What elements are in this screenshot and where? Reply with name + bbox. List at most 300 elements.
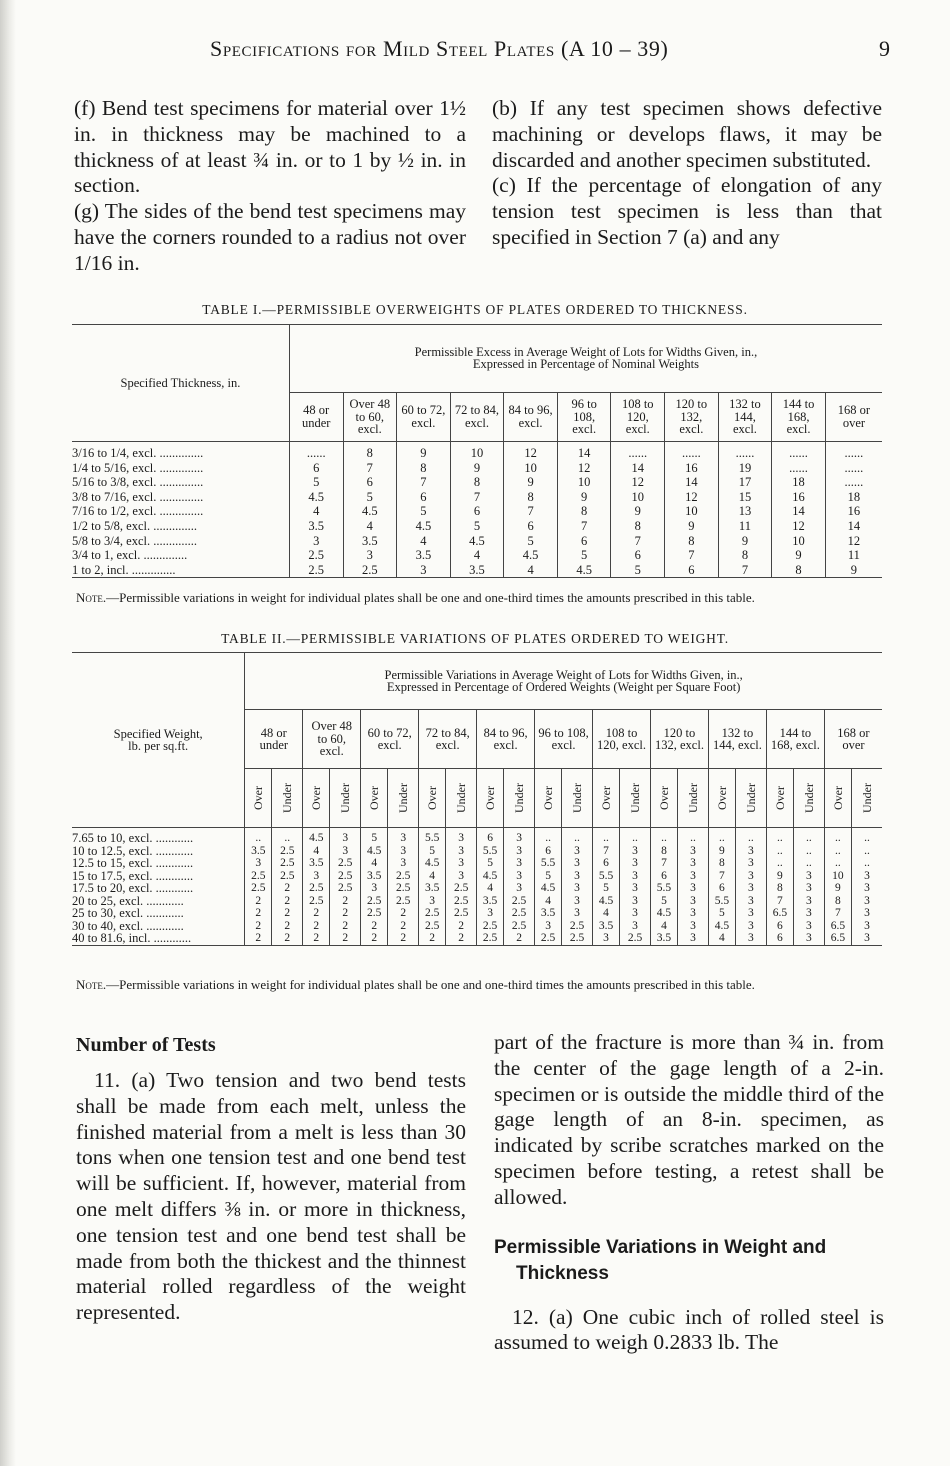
table2-cell: 3 (851, 870, 882, 883)
table2-cell: 3 (793, 932, 824, 945)
table2-cell: 3 (446, 857, 477, 870)
table1-cell: 9 (450, 461, 504, 476)
table1-cell: 12 (825, 534, 882, 549)
table1-cell: 4.5 (504, 548, 558, 563)
table2-cell: 6 (477, 828, 504, 845)
table2-cell: 9 (708, 845, 735, 858)
table2-cell: .. (793, 857, 824, 870)
table2-cell: 4 (651, 920, 678, 933)
table2-cell: 4.5 (361, 845, 388, 858)
table1-cell: 12 (504, 442, 558, 461)
table1-cell: 14 (557, 442, 611, 461)
table1-cell: 14 (825, 519, 882, 534)
table2-cell: 2.5 (504, 895, 535, 908)
table1-column-header: 168 or over (825, 392, 882, 441)
table1-cell: 2.5 (289, 563, 343, 578)
table2-cell: 3 (851, 920, 882, 933)
table2-cell: 2 (446, 932, 477, 945)
table1-row-label: 3/16 to 1/4, excl. .............. (72, 446, 204, 461)
table2-sub-header-over (593, 769, 620, 828)
table2-cell: .. (766, 845, 793, 858)
page-binding-edge (0, 0, 16, 1466)
table2-cell: 5.5 (708, 895, 735, 908)
table1-cell: 5 (557, 548, 611, 563)
table1-cell: 5 (450, 519, 504, 534)
table2-cell: 2.5 (477, 920, 504, 933)
table2-cell: 4.5 (303, 828, 330, 845)
table2-cell: .. (272, 828, 303, 845)
table2-cell: 3 (735, 907, 766, 920)
table2-cell: .. (824, 828, 851, 845)
table2-cell: 3.5 (419, 882, 446, 895)
table2-sub-header-under (388, 769, 419, 828)
table1-row (72, 534, 882, 549)
table2-sub-header-under-text: Under (628, 782, 642, 813)
table1-cell: 12 (772, 519, 826, 534)
paragraph-b: (b) If any test specimen shows defective machining or develops flaws, it may be discarded and another specimen substituted. (492, 96, 882, 172)
table2-cell: 5 (477, 857, 504, 870)
table2-cell: 3 (361, 882, 388, 895)
table1-column-header: 72 to 84, excl. (450, 392, 504, 441)
table1-cell: 18 (772, 475, 826, 490)
table2-cell: 7 (708, 870, 735, 883)
table2-cell: 7 (651, 857, 678, 870)
table2-cell: 3 (562, 882, 593, 895)
table2-cell: 4.5 (651, 907, 678, 920)
table1-cell: 6 (611, 548, 665, 563)
table1-cell: 7 (718, 563, 772, 578)
table2-cell: 3 (620, 845, 651, 858)
table2-cell: 2.5 (562, 932, 593, 945)
table1-cell: 4 (343, 519, 397, 534)
table2-sub-header-over-text: Over (599, 785, 614, 810)
table1-cell: 9 (825, 563, 882, 578)
table2-cell: 2 (446, 920, 477, 933)
table2-row (72, 920, 882, 933)
table2-cell: 2.5 (419, 907, 446, 920)
table2-cell: 3.5 (477, 895, 504, 908)
table2-cell: 3 (735, 895, 766, 908)
table2-sub-header-under (735, 769, 766, 828)
table2-cell: 3 (793, 882, 824, 895)
table2-cell: 5 (361, 828, 388, 845)
table2-cell: 3 (851, 907, 882, 920)
table2-sub-header-under (272, 769, 303, 828)
table1-cell: 18 (825, 490, 882, 505)
table2-cell: 2.5 (361, 895, 388, 908)
table2-cell: 3 (620, 920, 651, 933)
table2-cell: 6 (593, 857, 620, 870)
table2-cell: 3.5 (535, 907, 562, 920)
table1-cell: 16 (665, 461, 719, 476)
table1-cell: 6 (289, 461, 343, 476)
table2-sub-header-under-text: Under (570, 782, 585, 813)
table2-cell: 6.5 (766, 907, 793, 920)
table1-cell: 14 (772, 504, 826, 519)
table1-cell: 15 (718, 490, 772, 505)
table1-cell: 7 (450, 490, 504, 505)
table2-sub-header-under (620, 769, 651, 828)
table2-sub-header-over-text: Over (251, 785, 266, 810)
table2-cell: .. (766, 857, 793, 870)
table1-cell: 2.5 (289, 548, 343, 563)
table1-cell: 4.5 (397, 519, 451, 534)
table2-stub-header-line2: lb. per sq.ft. (128, 739, 189, 753)
table2-row (72, 907, 882, 920)
table1-note-lead: Note. (76, 590, 107, 605)
table2-cell: 3.5 (593, 920, 620, 933)
table2-cell: 6 (651, 870, 678, 883)
table1-row (72, 490, 882, 505)
table1-cell: 3.5 (289, 519, 343, 534)
table2-row-label: 25 to 30, excl. ............ (72, 907, 184, 920)
table2-cell: 3 (620, 857, 651, 870)
table2-cell: 2 (272, 895, 303, 908)
table1-cell: ...... (772, 461, 826, 476)
table1-cell: ...... (611, 442, 665, 461)
section-heading-permissible-variations: Permissible Variations in Weight and Thickness (494, 1236, 827, 1284)
table2-sub-header-over (651, 769, 678, 828)
table2-sub-header-over (535, 769, 562, 828)
table1-row (72, 475, 882, 490)
table2-cell: .. (766, 828, 793, 845)
table2-cell: 3 (851, 895, 882, 908)
table2-cell: 2 (330, 932, 361, 945)
table2-sub-header-under-text: Under (859, 782, 874, 813)
table2-sub-header-under-text: Under (396, 782, 411, 813)
table2-cell: 6 (766, 920, 793, 933)
table2-cell: 3 (793, 920, 824, 933)
table1-cell: 12 (611, 475, 665, 490)
table1-column-header: 84 to 96, excl. (504, 392, 558, 441)
table2-sub-header-under-text: Under (280, 782, 295, 813)
table1-row (72, 461, 882, 476)
table1-cell: 4.5 (289, 490, 343, 505)
table1-cell: 5 (397, 504, 451, 519)
table2-cell: 4.5 (419, 857, 446, 870)
table2-cell: 2 (303, 932, 330, 945)
table2-cell: 8 (766, 882, 793, 895)
table2-cell: 3 (735, 920, 766, 933)
table2-cell: .. (620, 828, 651, 845)
table2-cell: 3 (562, 895, 593, 908)
table2-row-label: 10 to 12.5, excl. ............ (72, 844, 194, 857)
table2-cell: 3 (677, 907, 708, 920)
running-title: Specifications for Mild Steel Plates (A 10 – 39) (210, 36, 669, 61)
table2-column-header: 48 or under (245, 710, 303, 769)
table2-cell: 2.5 (388, 882, 419, 895)
table2-cell: 3 (303, 870, 330, 883)
table1-cell: 7 (557, 519, 611, 534)
table2-sub-header-over-text: Over (772, 785, 787, 810)
table1-group-header-line2: Expressed in Percentage of Nominal Weights (472, 357, 700, 372)
table2-cell: 2 (419, 932, 446, 945)
table2-row (72, 932, 882, 945)
table2-cell: .. (851, 828, 882, 845)
table2-cell: 2 (388, 932, 419, 945)
table2-cell: 3 (793, 907, 824, 920)
table1-cell: 3.5 (450, 563, 504, 578)
table2-cell: 5 (651, 895, 678, 908)
table1-row-label: 1/2 to 5/8, excl. .............. (72, 519, 197, 534)
table1-cell: 4 (450, 548, 504, 563)
table2-column-header: Over 48 to 60, excl. (303, 710, 361, 769)
table1-cell: ...... (665, 442, 719, 461)
table1-cell: ...... (289, 442, 343, 461)
table1-cell: ...... (718, 442, 772, 461)
table2-cell: 2.5 (477, 932, 504, 945)
table2-cell: 3 (562, 857, 593, 870)
table1-cell: 6 (557, 534, 611, 549)
table2-sub-header-over (361, 769, 388, 828)
table1-cell: 3 (397, 563, 451, 578)
section-heading-number-of-tests: Number of Tests (76, 1034, 216, 1056)
table2-cell: 2 (330, 920, 361, 933)
table2-cell: .. (735, 828, 766, 845)
table1-cell: 6 (504, 519, 558, 534)
table1-row (72, 563, 882, 578)
table1-cell: 10 (611, 490, 665, 505)
table2-sub-header-over-text: Over (541, 785, 556, 810)
table2-cell: 2 (272, 920, 303, 933)
table2-sub-header-over (245, 769, 272, 828)
table2-cell: 5.5 (419, 828, 446, 845)
table1-cell: 5 (289, 475, 343, 490)
table2-cell: 3 (677, 895, 708, 908)
table1-row-label: 1 to 2, incl. .............. (72, 562, 176, 577)
table2-cell: 3 (504, 882, 535, 895)
table1-row (72, 504, 882, 519)
table1-cell: 11 (825, 548, 882, 563)
table2-cell: 3 (446, 845, 477, 858)
table1-cell: 6 (665, 563, 719, 578)
table2-row-label: 30 to 40, excl. ............ (72, 919, 184, 932)
table1-cell: 7 (611, 534, 665, 549)
table1-row-label: 5/16 to 3/8, excl. .............. (72, 475, 204, 490)
table2-sub-header-over-text: Over (656, 785, 671, 810)
table1-cell: 8 (557, 504, 611, 519)
table2-cell: 7 (824, 907, 851, 920)
table2-cell: 4 (361, 857, 388, 870)
paragraph-11: 11. (a) Two tension and two bend tests shall be made from each melt, unless the finished material from a melt is less than 30 tons when one tension test and one bend test will be sufficient. If, however, material from one melt differs ⅜ in. or more in thickness, one tension test and one bend test shall be made from both the thickest and the thinnest material rolled regardless of the weight represented. (76, 1068, 466, 1325)
table2-cell: 2 (504, 932, 535, 945)
table2-cell: 2.5 (330, 857, 361, 870)
table2-cell: 2.5 (361, 907, 388, 920)
table2-sub-header-under (851, 769, 882, 828)
table1-cell: 4 (504, 563, 558, 578)
table1-cell: 3 (289, 534, 343, 549)
table2-sub-header-over (419, 769, 446, 828)
table2-cell: 5 (708, 907, 735, 920)
table2-row-label: 17.5 to 20, excl. ............ (72, 882, 194, 895)
table2-row-label: 7.65 to 10, excl. ............ (72, 831, 194, 845)
table2-column-header: 84 to 96, excl. (477, 710, 535, 769)
table2-sub-header-under (677, 769, 708, 828)
table2-cell: 3 (388, 828, 419, 845)
table2-cell: 2 (245, 932, 272, 945)
table2-sub-header-under-text: Under (743, 782, 758, 813)
table2-sub-header-over-text: Over (714, 785, 729, 810)
table1-cell: 10 (450, 442, 504, 461)
table2-cell: 6 (535, 845, 562, 858)
table2-cell: 3 (562, 907, 593, 920)
table2-cell: 2.5 (272, 857, 303, 870)
table2-cell: 4 (477, 882, 504, 895)
table2-cell: 4 (419, 870, 446, 883)
table2-cell: 2 (245, 895, 272, 908)
table2-cell: 10 (824, 870, 851, 883)
table1-cell: 7 (665, 548, 719, 563)
table1-cell: 5 (343, 490, 397, 505)
table2-cell: 3 (562, 870, 593, 883)
table2-cell: 2 (303, 920, 330, 933)
table1-cell: 6 (397, 490, 451, 505)
table2-cell: 3 (677, 857, 708, 870)
table2-cell: .. (677, 828, 708, 845)
table1-cell: 9 (397, 442, 451, 461)
table1-column-header: 108 to 120, excl. (611, 392, 665, 441)
table1-cell: 5 (611, 563, 665, 578)
table2-cell: 3 (735, 882, 766, 895)
table2-cell: 2.5 (446, 882, 477, 895)
table2-sub-header-over-text: Over (830, 785, 845, 810)
table2-sub-header-over (477, 769, 504, 828)
table2-sub-header-under (504, 769, 535, 828)
table2-sub-header-over-text: Over (367, 785, 382, 810)
table1-row-label: 7/16 to 1/2, excl. .............. (72, 504, 204, 519)
table2-cell: 8 (651, 845, 678, 858)
table2-cell: 3 (677, 845, 708, 858)
table1-cell: 8 (611, 519, 665, 534)
table1-cell: 9 (718, 534, 772, 549)
table1-cell: 9 (665, 519, 719, 534)
table2-cell: 2.5 (330, 870, 361, 883)
table2-cell: 3 (677, 932, 708, 945)
table1-cell: 9 (557, 490, 611, 505)
table2-cell: .. (793, 845, 824, 858)
table2-cell: 2.5 (446, 895, 477, 908)
paragraph-g: (g) The sides of the bend test specimens may have the corners rounded to a radius not over 1/16 in. (74, 199, 466, 275)
table2-column-header: 72 to 84, excl. (419, 710, 477, 769)
table1-cell: 10 (665, 504, 719, 519)
table1-cell: 7 (343, 461, 397, 476)
table2-cell: 2.5 (272, 845, 303, 858)
table2-cell: 3.5 (651, 932, 678, 945)
table1-group-header-line1: Permissible Excess in Average Weight of Lots for Widths Given, in., (414, 344, 758, 359)
table2-stub-header-line1: Specified Weight, (113, 726, 203, 741)
table2-sub-header-over-text: Over (309, 785, 324, 810)
table2-cell: .. (824, 857, 851, 870)
table1-note-text: —Permissible variations in weight for individual plates shall be one and one-third times the amounts prescribed in this table. (106, 590, 755, 605)
table2-cell: 3 (677, 920, 708, 933)
table2-cell: 3 (245, 857, 272, 870)
table2-cell: 2 (245, 907, 272, 920)
table2-cell: 3 (620, 882, 651, 895)
table1-cell: 5 (504, 534, 558, 549)
table2-row (72, 857, 882, 870)
table2-cell: 9 (766, 870, 793, 883)
table2-cell: 3 (446, 870, 477, 883)
table2-column-header: 120 to 132, excl. (651, 710, 709, 769)
table1-column-header: 120 to 132, excl. (665, 392, 719, 441)
table2-cell: .. (824, 845, 851, 858)
table2-title: TABLE II.—PERMISSIBLE VARIATIONS OF PLATES ORDERED TO WEIGHT. (221, 631, 729, 646)
bottom-right-column (494, 1030, 884, 1356)
table2-cell: 7 (766, 895, 793, 908)
table2-cell: .. (562, 828, 593, 845)
table2-cell: 6.5 (824, 920, 851, 933)
table2-cell: 2.5 (303, 882, 330, 895)
table2-cell: 5.5 (477, 845, 504, 858)
table2-cell: 2 (330, 895, 361, 908)
paragraph-12: 12. (a) One cubic inch of rolled steel is assumed to weigh 0.2833 lb. The (494, 1304, 884, 1355)
table1-cell: 12 (557, 461, 611, 476)
table2-cell: 8 (824, 895, 851, 908)
table1-cell: ...... (825, 442, 882, 461)
table2-cell: 8 (708, 857, 735, 870)
table2-cell: 3 (330, 828, 361, 845)
table2-row-label: 20 to 25, excl. ............ (72, 894, 184, 907)
table2-cell: 9 (824, 882, 851, 895)
table2-cell: 3 (735, 932, 766, 945)
table2-cell: 3 (504, 828, 535, 845)
table2-cell: 2.5 (446, 907, 477, 920)
table2-sub-header-under (793, 769, 824, 828)
table1-cell: 8 (450, 475, 504, 490)
table2-cell: 2.5 (620, 932, 651, 945)
table1-cell: 17 (718, 475, 772, 490)
table1-cell: ...... (825, 475, 882, 490)
table1-cell: 8 (397, 461, 451, 476)
table2-cell: 2 (388, 907, 419, 920)
table2-row-label: 15 to 17.5, excl. ............ (72, 869, 194, 882)
table1-group-header (289, 325, 882, 393)
table2-cell: 3 (535, 920, 562, 933)
table1-cell: 4 (397, 534, 451, 549)
table2-cell: 3 (562, 845, 593, 858)
table2-cell: 3 (620, 870, 651, 883)
table2-cell: 4 (708, 932, 735, 945)
table1-cell: 9 (772, 548, 826, 563)
table2-cell: 6 (708, 882, 735, 895)
table2-cell: 3.5 (303, 857, 330, 870)
table2-cell: 2 (303, 907, 330, 920)
table2-cell: 2 (361, 920, 388, 933)
table1-cell: 10 (504, 461, 558, 476)
table2-cell: .. (651, 828, 678, 845)
table2-cell: 2.5 (504, 907, 535, 920)
table1-cell: 10 (557, 475, 611, 490)
table2-column-header: 96 to 108, excl. (535, 710, 593, 769)
table2-row (72, 882, 882, 895)
table1-cell: 2.5 (343, 563, 397, 578)
table1-cell: 8 (665, 534, 719, 549)
table1-cell: 13 (718, 504, 772, 519)
table2-cell: 2.5 (272, 870, 303, 883)
table2-cell: 5 (419, 845, 446, 858)
table1-title: TABLE I.—PERMISSIBLE OVERWEIGHTS OF PLATES ORDERED TO THICKNESS. (202, 302, 748, 317)
top-left-column (74, 96, 466, 277)
table2-cell: 3.5 (245, 845, 272, 858)
table2-sub-header-under-text: Under (512, 782, 527, 813)
table2-cell: .. (793, 828, 824, 845)
table2-cell: 4.5 (477, 870, 504, 883)
table1-cell: 3.5 (343, 534, 397, 549)
table1-note (76, 591, 882, 605)
table1-cell: 3.5 (397, 548, 451, 563)
table2-cell: .. (708, 828, 735, 845)
table1-row (72, 548, 882, 563)
